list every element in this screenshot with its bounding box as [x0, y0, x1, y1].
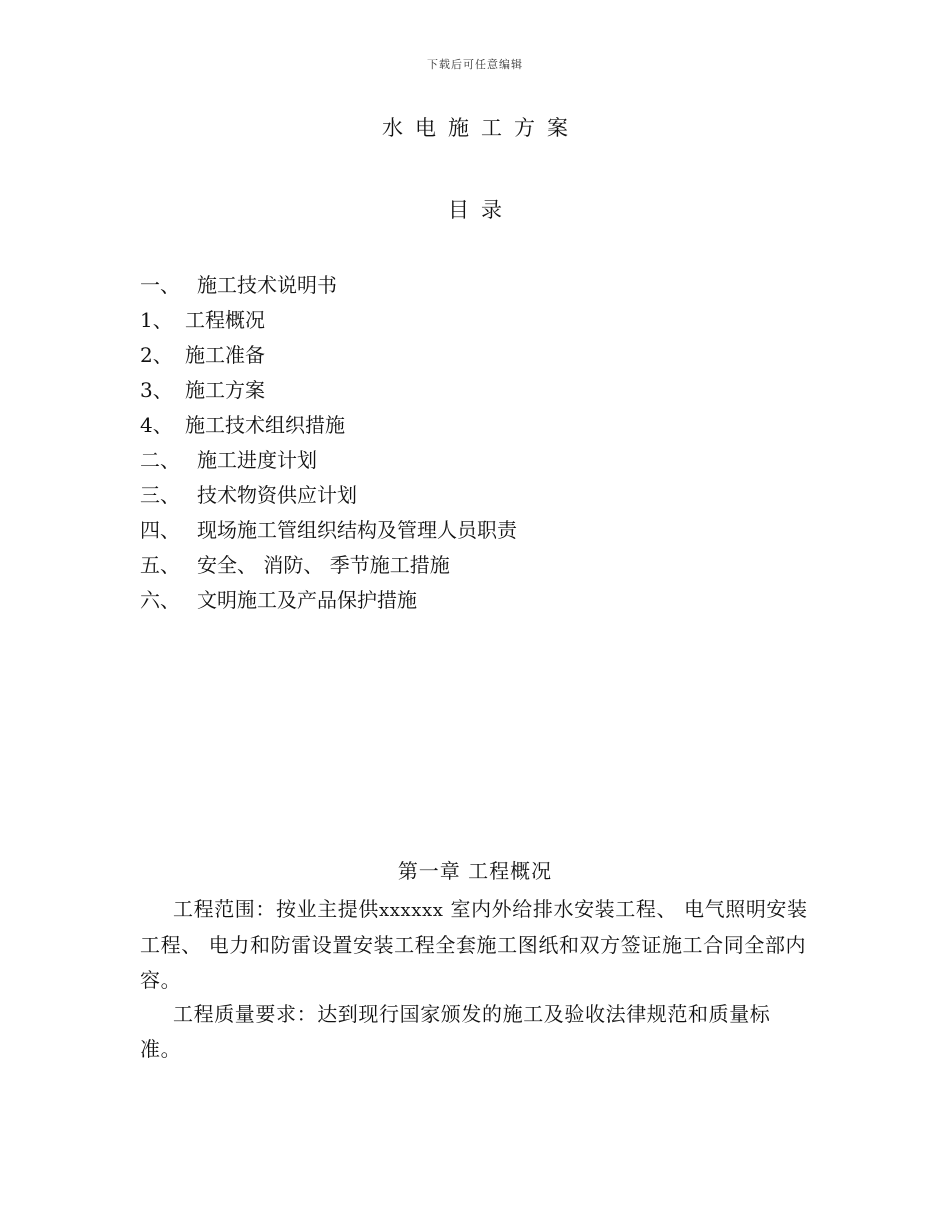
toc-item	[140, 303, 820, 338]
document-title: 水电施工方案	[382, 116, 580, 140]
header-note: 下载后可任意编辑	[427, 58, 523, 71]
toc-item-text: 工程概况	[185, 308, 265, 332]
toc-item-text: 施工技术组织措施	[185, 413, 345, 437]
scope-paragraph	[140, 892, 810, 998]
toc-item-text: 施工方案	[185, 378, 265, 402]
toc-item-text: 文明施工及产品保护措施	[197, 588, 417, 612]
scope-text-pre: 工程范围：按业主提供	[173, 897, 379, 921]
toc-item	[140, 478, 820, 513]
toc-item-number: 五、	[140, 553, 180, 577]
toc-item-text: 施工进度计划	[197, 448, 317, 472]
quality-paragraph: 工程质量要求：达到现行国家颁发的施工及验收法律规范和质量标准。	[140, 1002, 771, 1061]
toc-item-number: 六、	[140, 588, 180, 612]
toc-item-number: 1、	[140, 308, 173, 332]
scope-text-post: 室内外给排水安装工程、 电气照明安装工程、 电力和防雷设置安装工程全套施工图纸和双方签证施工合同全部内容。	[140, 897, 808, 992]
toc-heading: 目录	[448, 198, 514, 222]
toc-item-text: 技术物资供应计划	[197, 483, 357, 507]
toc-item-text: 安全、 消防、 季节施工措施	[197, 553, 450, 577]
toc-item	[140, 583, 820, 618]
toc-item	[140, 373, 820, 408]
toc-item-text: 施工技术说明书	[197, 273, 337, 297]
toc-item	[140, 548, 820, 583]
chapter-title: 第一章 工程概况	[397, 859, 553, 883]
toc-item-number: 一、	[140, 273, 180, 297]
toc-item	[140, 408, 820, 443]
toc-item	[140, 268, 820, 303]
scope-code: xxxxxx	[379, 900, 444, 921]
toc-item-number: 四、	[140, 518, 180, 542]
toc-item-number: 4、	[140, 413, 173, 437]
toc-item-number: 三、	[140, 483, 180, 507]
toc-item-text: 现场施工管组织结构及管理人员职责	[197, 518, 517, 542]
toc-item-number: 3、	[140, 378, 173, 402]
toc-item	[140, 513, 820, 548]
toc-item	[140, 443, 820, 478]
toc-item-number: 二、	[140, 448, 180, 472]
toc-item-number: 2、	[140, 343, 173, 367]
toc-item	[140, 338, 820, 373]
table-of-contents	[140, 268, 820, 618]
toc-item-text: 施工准备	[185, 343, 265, 367]
